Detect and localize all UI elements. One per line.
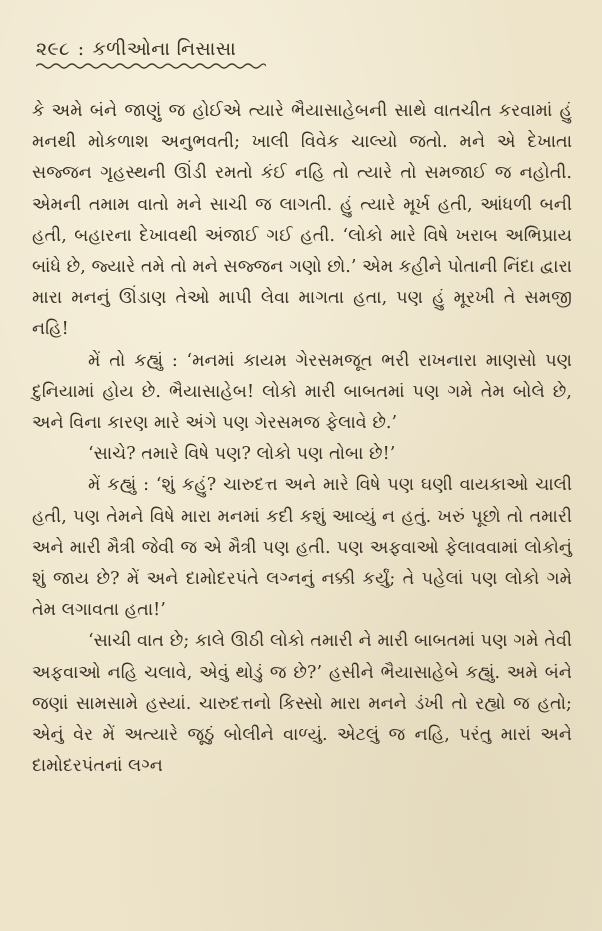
header-wavy-underline [36,62,266,70]
paragraph: ‘સાચી વાત છે; કાલે ઊઠી લોકો તમારી ને મારી બાબતમાં પણ ગમે તેવી અફવાઓ નહિ ચલાવે, એવું થોડું જ છે?’ હસીને ભૈયાસાહેબે કહ્યું. અમે બંને જણાં સામસામે હસ્યાં. ચારુદત્તનો કિસ્સો મારા મનને ડંખી તો રહ્યો જ હતો; એનું વેર મેં અત્યારે જૂઠું બોલીને વાળ્યું. એટલું જ નહિ, પરંતુ મારાં અને દામોદરપંતનાં લગ્ન [32,631,572,777]
paragraph: ‘સાચે? તમારે વિષે પણ? લોકો પણ તોબા છે!’ [88,444,396,465]
header-separator: : [77,38,85,60]
body-text [32,96,572,782]
paragraph: કે અમે બંને જાણું જ હોઈએ ત્યારે ભૈયાસાહેબની સાથે વાતચીત કરવામાં હું મનથી મોકળાશ અનુભવતી; ખાલી વિવેક ચાલ્યો જતો. મને એ દેખાતા સજ્જન ગૃહસ્થની ઊંડી રમતો કંઈ નહિ તો ત્યારે તો સમજાઈ જ નહોતી. એમની તમામ વાતો મને સાચી જ લાગતી. હું ત્યારે મૂર્ખ હતી, આંધળી બની હતી, બહારના દેખાવથી અંજાઈ ગઈ હતી. ‘લોકો મારે વિષે ખરાબ અભિપ્રાય બાંધે છે, જ્યારે તમે તો મને સજ્જન ગણો છો.’ એમ કહીને પોતાની નિંદા દ્વારા મારા મનનું ઊંડાણ તેઓ માપી લેવા માગતા હતા, પણ હું મૂરખી તે સમજી નહિ! [32,101,572,340]
paragraph: મેં કહ્યું : ‘શું કહું? ચારુદત્ત અને મારે વિષે પણ ઘણી વાયકાઓ ચાલી હતી, પણ તેમને વિષે મારા મનમાં કદી કશું આવ્યું ન હતું. ખરું પૂછો તો તમારી અને મારી મૈત્રી જેવી જ એ મૈત્રી પણ હતી. પણ અફવાઓ ફેલાવવામાં લોકોનું શું જાય છે? મેં અને દામોદરપંતે લગ્નનું નક્કી કર્યું; તે પહેલાં પણ લોકો ગમે તેમ લગાવતા હતા!’ [32,475,572,621]
paragraph: મેં તો કહ્યું : ‘મનમાં કાયમ ગેરસમજૂત ભરી રાખનારા માણસો પણ દુનિયામાં હોય છે. ભૈયાસાહેબ! લોકો મારી બાબતમાં પણ ગમે તેમ બોલે છે, અને વિના કારણ મારે અંગે પણ ગેરસમજ ફેલાવે છે.’ [32,350,572,434]
book-title: કળીઓના નિસાસા [92,38,237,60]
page-number: ૨૯૮ [36,38,70,60]
running-header [36,38,572,60]
